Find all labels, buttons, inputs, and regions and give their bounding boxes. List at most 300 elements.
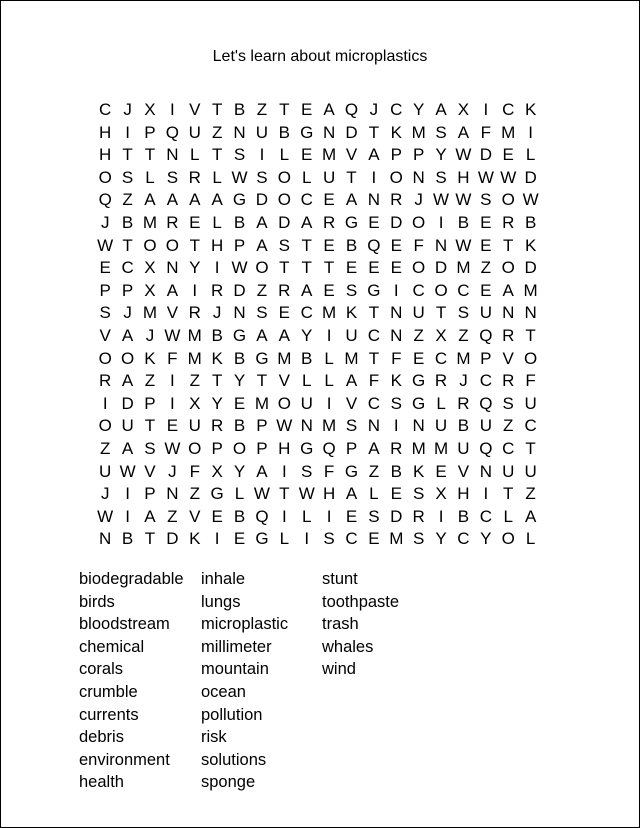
word-list-item: inhale <box>201 570 246 588</box>
word-list-item: lungs <box>201 592 241 611</box>
word-list-item: corals <box>79 660 124 679</box>
grid-letter: U <box>457 438 470 458</box>
grid-letter: E <box>323 280 335 300</box>
grid-letter: O <box>143 235 157 255</box>
grid-letter: O <box>412 212 426 232</box>
grid-letter: E <box>99 258 111 278</box>
grid-letter: S <box>301 461 313 481</box>
grid-letter: U <box>412 303 425 323</box>
grid-letter: I <box>393 416 399 436</box>
word-list-item: trash <box>322 615 359 634</box>
grid-letter: Y <box>480 529 492 549</box>
grid-letter: P <box>211 438 223 458</box>
grid-letter: E <box>368 212 380 232</box>
grid-letter: Z <box>100 438 111 458</box>
grid-letter: T <box>279 484 290 504</box>
grid-letter: E <box>435 461 447 481</box>
grid-letter: X <box>144 100 156 119</box>
grid-letter: E <box>233 529 246 549</box>
grid-letter: A <box>211 190 223 210</box>
grid-letter: T <box>346 167 357 187</box>
grid-letter: C <box>479 371 492 391</box>
grid-letter: C <box>524 416 537 436</box>
grid-letter: I <box>125 484 130 504</box>
grid-letter: W <box>455 235 472 255</box>
grid-letter: V <box>278 371 290 391</box>
grid-letter: G <box>344 461 359 481</box>
word-list-item: bloodstream <box>79 615 170 634</box>
grid-letter: C <box>457 529 470 549</box>
grid-letter: C <box>390 100 403 119</box>
grid-letter: P <box>144 393 156 413</box>
grid-letter: P <box>144 122 156 142</box>
grid-letter: R <box>390 438 403 458</box>
grid-letter: Y <box>233 371 246 391</box>
grid-letter: U <box>322 167 336 187</box>
grid-letter: P <box>256 416 268 436</box>
grid-letter: G <box>300 438 314 458</box>
grid-letter: U <box>524 461 537 481</box>
grid-letter: E <box>480 280 492 300</box>
word-list-item: mountain <box>201 660 269 679</box>
grid-letter: A <box>301 212 313 232</box>
grid-letter: T <box>503 484 514 504</box>
grid-letter: H <box>457 484 470 504</box>
grid-letter: W <box>276 416 293 436</box>
grid-letter: M <box>322 416 337 436</box>
grid-letter: A <box>278 325 290 345</box>
grid-letter: N <box>412 167 425 187</box>
grid-letter: C <box>502 438 515 458</box>
grid-letter: N <box>322 122 336 142</box>
grid-letter: L <box>301 506 312 526</box>
grid-letter: I <box>259 145 265 165</box>
grid-letter: H <box>211 235 224 255</box>
grid-letter: W <box>119 461 136 481</box>
grid-letter: H <box>322 484 336 504</box>
grid-letter: K <box>390 371 402 391</box>
grid-letter: G <box>255 529 269 549</box>
grid-letter: S <box>412 484 425 504</box>
grid-letter: M <box>501 122 516 142</box>
grid-letter: L <box>279 529 290 549</box>
grid-letter: I <box>125 122 130 142</box>
grid-letter: C <box>502 100 515 119</box>
grid-letter: T <box>525 325 536 345</box>
grid-letter: X <box>435 484 447 504</box>
grid-letter: O <box>277 190 291 210</box>
grid-letter: B <box>301 348 313 368</box>
grid-letter: U <box>255 122 269 142</box>
grid-letter: K <box>524 100 537 119</box>
grid-letter: U <box>188 416 201 436</box>
grid-letter: L <box>301 371 312 391</box>
grid-letter: P <box>480 348 492 368</box>
grid-letter: E <box>390 484 402 504</box>
grid-letter: F <box>391 348 402 368</box>
grid-letter: C <box>99 100 112 119</box>
word-list-item: solutions <box>201 750 267 769</box>
grid-letter: J <box>168 461 177 481</box>
grid-letter: R <box>188 303 201 323</box>
grid-letter: Y <box>233 461 246 481</box>
grid-letter: Z <box>525 484 536 504</box>
grid-letter: S <box>121 167 134 187</box>
grid-letter: I <box>326 393 332 413</box>
grid-letter: O <box>255 258 269 278</box>
grid-letter: T <box>189 235 200 255</box>
grid-letter: Z <box>413 325 424 345</box>
grid-letter: T <box>144 145 156 165</box>
word-list-column-2 <box>201 568 288 794</box>
grid-letter: T <box>323 258 335 278</box>
grid-letter: X <box>189 393 201 413</box>
grid-letter: T <box>435 303 447 323</box>
grid-letter: B <box>345 235 358 255</box>
grid-letter: B <box>233 506 246 526</box>
grid-letter: A <box>524 506 537 526</box>
grid-letter: I <box>170 393 175 413</box>
grid-letter: T <box>368 303 380 323</box>
grid-letter: P <box>256 438 268 458</box>
grid-letter: V <box>345 393 358 413</box>
grid-letter: S <box>256 303 268 323</box>
grid-letter: I <box>214 258 220 278</box>
grid-letter: E <box>301 100 313 119</box>
grid-letter: V <box>189 100 201 119</box>
grid-letter: M <box>433 438 449 458</box>
grid-letter: C <box>367 325 381 345</box>
grid-letter: W <box>97 506 114 526</box>
grid-letter: T <box>256 371 268 391</box>
grid-letter: C <box>457 280 470 300</box>
grid-letter: D <box>524 258 537 278</box>
grid-letter: M <box>411 438 426 458</box>
grid-letter: F <box>323 461 335 481</box>
grid-letter: K <box>144 348 156 368</box>
grid-letter: F <box>413 235 424 255</box>
word-list-item: environment <box>79 750 170 769</box>
grid-letter: Y <box>412 100 425 119</box>
grid-letter: Z <box>480 258 492 278</box>
grid-letter: U <box>502 461 515 481</box>
grid-letter: G <box>232 325 247 345</box>
grid-letter: A <box>144 190 156 210</box>
grid-letter: T <box>503 235 514 255</box>
grid-letter: I <box>371 167 377 187</box>
grid-letter: I <box>102 393 108 413</box>
grid-letter: O <box>98 416 112 436</box>
grid-letter: E <box>345 506 358 526</box>
grid-letter: V <box>189 506 201 526</box>
grid-letter: D <box>233 280 246 300</box>
grid-letter: F <box>368 371 380 391</box>
grid-letter: N <box>367 416 381 436</box>
grid-letter: G <box>232 190 247 210</box>
grid-letter: N <box>233 303 246 323</box>
grid-letter: E <box>323 190 335 210</box>
grid-letter: E <box>189 212 201 232</box>
grid-letter: K <box>345 303 358 323</box>
grid-letter: R <box>502 371 515 391</box>
grid-letter: Q <box>479 393 493 413</box>
grid-letter: U <box>524 393 537 413</box>
grid-letter: H <box>457 167 470 187</box>
grid-letter: D <box>166 529 179 549</box>
grid-letter: E <box>412 348 425 368</box>
grid-letter: S <box>256 167 268 187</box>
grid-letter: N <box>412 416 425 436</box>
grid-letter: L <box>503 506 513 526</box>
grid-letter: J <box>123 100 132 119</box>
grid-letter: B <box>390 461 402 481</box>
grid-letter: B <box>211 325 223 345</box>
grid-letter: N <box>390 303 403 323</box>
grid-letter: D <box>121 393 134 413</box>
word-list-item: debris <box>79 728 124 747</box>
grid-letter: S <box>480 190 492 210</box>
grid-letter: I <box>281 461 287 481</box>
grid-letter: D <box>278 212 291 232</box>
grid-letter: W <box>231 258 248 278</box>
grid-letter: I <box>326 325 332 345</box>
grid-letter: Y <box>189 258 201 278</box>
grid-letter: F <box>167 348 178 368</box>
grid-letter: S <box>278 235 290 255</box>
grid-letter: C <box>121 258 134 278</box>
grid-letter: S <box>435 167 447 187</box>
grid-letter: N <box>233 122 246 142</box>
grid-letter: E <box>323 235 335 255</box>
grid-letter: L <box>145 167 155 187</box>
grid-letter: E <box>345 258 358 278</box>
grid-letter: A <box>121 438 134 458</box>
grid-letter: B <box>233 416 246 436</box>
grid-letter: W <box>298 484 315 504</box>
grid-letter: R <box>278 280 291 300</box>
grid-letter: O <box>501 190 515 210</box>
grid-letter: E <box>368 258 380 278</box>
grid-letter: D <box>345 122 358 142</box>
grid-letter: R <box>457 393 470 413</box>
grid-letter: K <box>189 529 201 549</box>
grid-letter: W <box>253 484 270 504</box>
grid-letter: A <box>345 190 358 210</box>
grid-letter: M <box>344 348 359 368</box>
word-list-item: birds <box>79 592 115 611</box>
grid-letter: N <box>479 461 492 481</box>
grid-letter: W <box>231 167 248 187</box>
grid-letter: Q <box>165 122 179 142</box>
grid-letter: E <box>390 258 402 278</box>
grid-letter: P <box>390 145 402 165</box>
grid-letter: B <box>121 529 134 549</box>
word-list-item: whales <box>322 637 374 656</box>
grid-letter: N <box>300 416 313 436</box>
word-list-item: crumble <box>79 682 138 701</box>
grid-letter: L <box>525 145 536 165</box>
grid-letter: A <box>166 280 179 300</box>
grid-letter: E <box>301 145 313 165</box>
grid-letter: H <box>99 145 112 165</box>
grid-letter: S <box>99 303 111 323</box>
grid-letter: M <box>411 122 426 142</box>
grid-letter: N <box>367 190 381 210</box>
grid-letter: L <box>212 212 222 232</box>
grid-letter: L <box>279 145 290 165</box>
grid-letter: B <box>457 506 470 526</box>
grid-letter: D <box>255 190 269 210</box>
grid-letter: A <box>457 122 470 142</box>
grid-letter: J <box>369 100 379 119</box>
grid-letter: C <box>300 190 313 210</box>
grid-letter: T <box>211 145 223 165</box>
grid-letter: S <box>368 506 380 526</box>
grid-letter: T <box>279 100 290 119</box>
grid-letter: N <box>166 258 179 278</box>
grid-letter: T <box>144 529 156 549</box>
grid-letter: V <box>99 325 111 345</box>
grid-letter: E <box>502 145 514 165</box>
grid-letter: R <box>211 416 224 436</box>
grid-letter: O <box>501 529 515 549</box>
grid-letter: U <box>188 122 201 142</box>
grid-letter: A <box>256 325 268 345</box>
grid-letter: S <box>345 280 358 300</box>
grid-letter: N <box>99 529 112 549</box>
grid-letter: Q <box>98 190 112 210</box>
grid-letter: W <box>164 438 181 458</box>
grid-letter: F <box>480 122 492 142</box>
grid-letter: I <box>214 529 220 549</box>
word-list-item: microplastic <box>201 615 289 634</box>
grid-letter: C <box>300 303 313 323</box>
word-list-item: millimeter <box>201 637 272 656</box>
grid-letter: O <box>389 167 403 187</box>
grid-letter: S <box>345 416 358 436</box>
grid-letter: I <box>192 280 198 300</box>
grid-letter: T <box>211 100 223 119</box>
grid-letter: U <box>434 416 448 436</box>
grid-letter: R <box>412 506 425 526</box>
grid-letter: X <box>211 461 223 481</box>
grid-letter: U <box>121 416 134 436</box>
grid-letter: A <box>189 190 201 210</box>
grid-letter: O <box>277 167 291 187</box>
grid-letter: R <box>434 371 448 391</box>
grid-letter: K <box>412 461 425 481</box>
grid-letter: Y <box>435 145 447 165</box>
grid-letter: X <box>144 258 156 278</box>
word-list-column-3 <box>322 568 399 681</box>
grid-letter: U <box>479 416 492 436</box>
grid-letter: C <box>434 348 448 368</box>
grid-letter: C <box>479 506 492 526</box>
grid-letter: V <box>345 145 358 165</box>
grid-letter: O <box>98 348 112 368</box>
grid-letter: J <box>414 190 423 210</box>
grid-letter: S <box>457 303 470 323</box>
grid-letter: Z <box>368 461 380 481</box>
grid-letter: Z <box>167 506 178 526</box>
grid-letter: D <box>390 506 403 526</box>
grid-letter: O <box>120 348 135 368</box>
grid-letter: I <box>438 506 444 526</box>
grid-letter: H <box>99 122 112 142</box>
grid-letter: N <box>166 145 179 165</box>
grid-letter: G <box>344 212 359 232</box>
grid-letter: U <box>99 461 112 481</box>
grid-letter: I <box>483 484 489 504</box>
grid-letter: G <box>210 484 224 504</box>
grid-letter: S <box>144 438 156 458</box>
word-list-item: toothpaste <box>322 592 400 611</box>
grid-letter: R <box>502 325 515 345</box>
grid-letter: X <box>144 280 156 300</box>
grid-letter: K <box>390 122 402 142</box>
grid-letter: O <box>434 280 448 300</box>
grid-letter: A <box>435 100 447 119</box>
grid-letter: V <box>166 303 179 323</box>
grid-letter: B <box>457 212 470 232</box>
grid-letter: N <box>166 484 179 504</box>
grid-letter: I <box>393 280 399 300</box>
grid-letter: S <box>502 393 514 413</box>
word-list-column-1 <box>79 568 184 794</box>
grid-letter: R <box>322 212 336 232</box>
grid-letter: W <box>433 190 450 210</box>
grid-letter: G <box>367 280 381 300</box>
grid-letter: C <box>367 393 381 413</box>
grid-letter: A <box>144 506 156 526</box>
grid-letter: X <box>457 100 470 119</box>
grid-letter: C <box>412 280 425 300</box>
grid-letter: A <box>368 145 380 165</box>
grid-letter: I <box>170 100 175 119</box>
grid-letter: A <box>256 235 268 255</box>
grid-letter: Y <box>435 529 447 549</box>
grid-letter: G <box>412 393 426 413</box>
grid-letter: N <box>502 303 515 323</box>
page-title: Let's learn about microplastics <box>212 48 428 65</box>
grid-letter: M <box>142 303 158 323</box>
grid-letter: Z <box>458 325 469 345</box>
grid-letter: T <box>301 258 312 278</box>
grid-letter: M <box>254 393 270 413</box>
grid-letter: N <box>524 303 537 323</box>
grid-letter: A <box>256 212 268 232</box>
grid-letter: A <box>323 100 335 119</box>
grid-letter: T <box>144 416 156 436</box>
grid-letter: W <box>164 325 181 345</box>
grid-letter: E <box>166 416 179 436</box>
grid-letter: R <box>188 167 201 187</box>
grid-letter: Z <box>256 280 268 300</box>
grid-letter: I <box>125 506 130 526</box>
grid-letter: D <box>479 145 492 165</box>
grid-letter: S <box>435 122 447 142</box>
grid-letter: B <box>524 212 537 232</box>
grid-letter: F <box>189 461 200 481</box>
grid-letter: W <box>522 190 539 210</box>
grid-letter: V <box>144 461 156 481</box>
grid-letter: T <box>368 348 380 368</box>
grid-letter: U <box>300 393 313 413</box>
grid-letter: M <box>277 348 292 368</box>
grid-letter: Z <box>189 371 200 391</box>
grid-letter: L <box>190 145 200 165</box>
grid-letter: K <box>211 348 223 368</box>
